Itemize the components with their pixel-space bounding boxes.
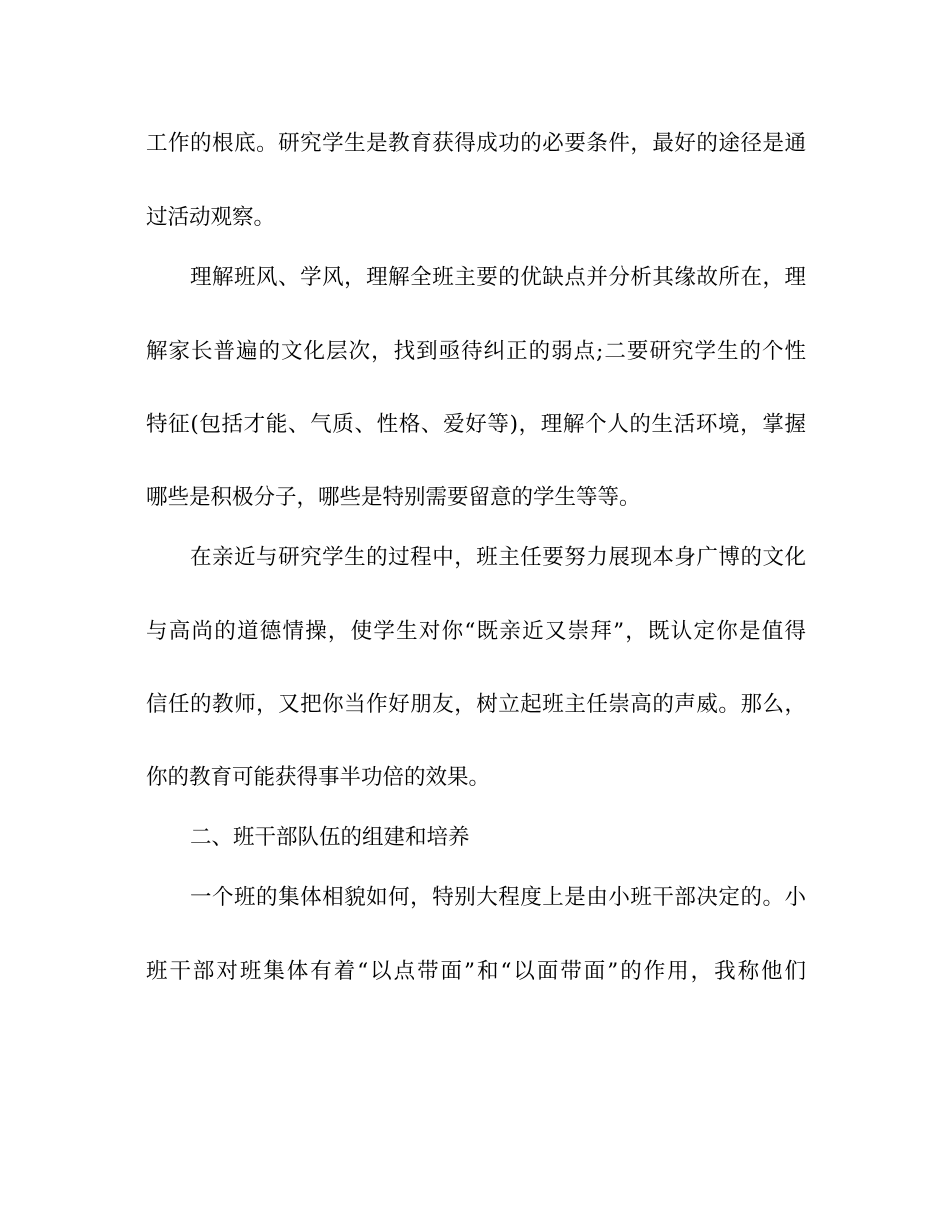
paragraph-line: 一个班的集体相貌如何，特别大程度上是由小班干部决定的。小 <box>190 885 806 910</box>
paragraph-line: 过活动观察。 <box>146 205 276 230</box>
paragraph-line: 信任的教师，又把你当作好朋友，树立起班主任崇高的声威。那么， <box>146 692 806 717</box>
paragraph-line: 班干部对班集体有着“以点带面”和“以面带面”的作用，我称他们 <box>146 959 806 984</box>
paragraph-line: 在亲近与研究学生的过程中，班主任要努力展现本身广博的文化 <box>190 545 806 570</box>
paragraph-line: 与高尚的道德情操，使学生对你“既亲近又崇拜”，既认定你是值得 <box>146 619 806 644</box>
paragraph-line: 理解班风、学风，理解全班主要的优缺点并分析其缘故所在，理 <box>190 265 806 290</box>
paragraph-line: 解家长普遍的文化层次，找到亟待纠正的弱点;二要研究学生的个性 <box>146 339 806 364</box>
paragraph-line: 工作的根底。研究学生是教育获得成功的必要条件，最好的途径是通 <box>146 131 806 156</box>
section-heading: 二、班干部队伍的组建和培养 <box>190 825 470 850</box>
paragraph-line: 特征(包括才能、气质、性格、爱好等)，理解个人的生活环境，掌握 <box>146 412 806 437</box>
paragraph-line: 你的教育可能获得事半功倍的效果。 <box>146 765 491 790</box>
paragraph-line: 哪些是积极分子，哪些是特别需要留意的学生等等。 <box>146 485 641 510</box>
